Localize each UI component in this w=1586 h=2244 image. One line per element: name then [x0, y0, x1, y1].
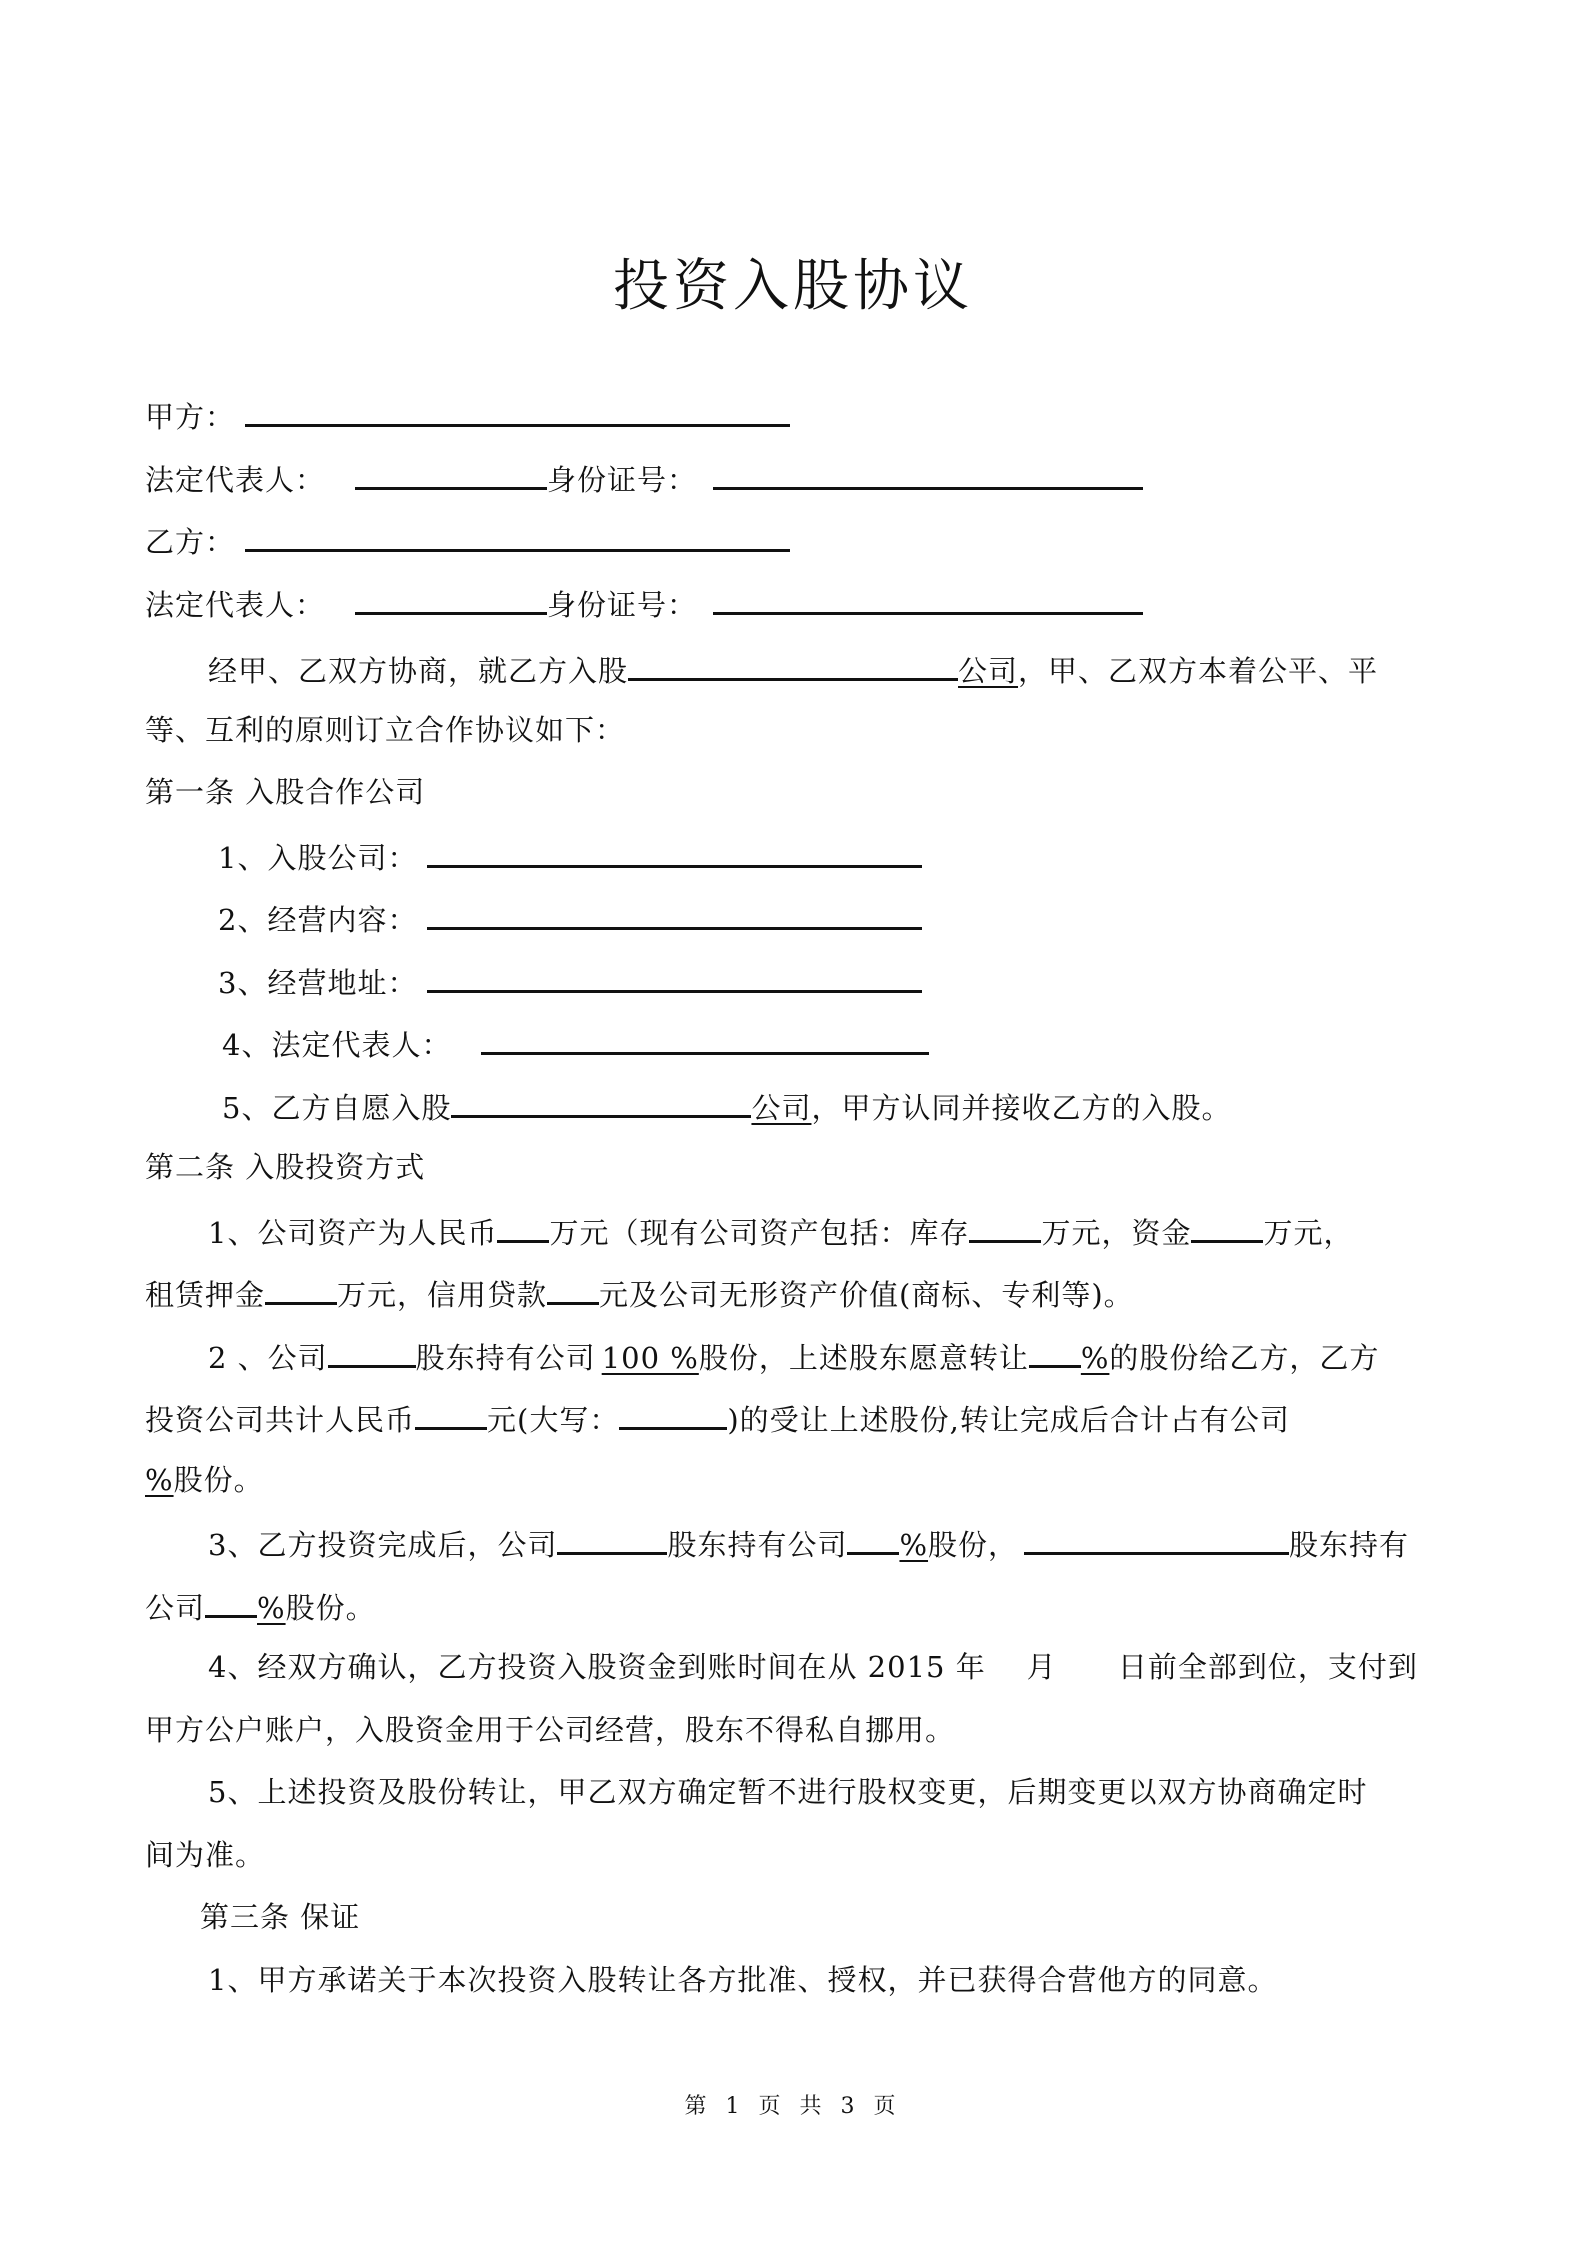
- shareholder-b-field[interactable]: [1024, 1522, 1289, 1555]
- percent-sign: %: [1080, 1341, 1110, 1375]
- holding-percent-b-field[interactable]: [205, 1585, 257, 1618]
- article-1-item-2: [218, 897, 922, 940]
- clause-text: 股东持有公司: [415, 1341, 596, 1375]
- party-b-line: [145, 519, 790, 562]
- item5-company-field[interactable]: [451, 1085, 751, 1118]
- clause-text: 1、公司资产为人民币: [208, 1216, 498, 1250]
- amount-field[interactable]: [415, 1397, 487, 1430]
- legal-rep-label: 法定代表人：: [145, 463, 326, 497]
- party-b-rep-line: [145, 582, 1143, 625]
- party-a-label: 甲方：: [145, 400, 236, 434]
- credit-loan-field[interactable]: [547, 1272, 599, 1305]
- clause-text: 股份。: [173, 1463, 264, 1497]
- business-scope-field[interactable]: [427, 897, 922, 930]
- holding-percent-field[interactable]: [847, 1522, 899, 1555]
- article-1-item-3: [218, 960, 922, 1003]
- item-label: 4、法定代表人：: [222, 1028, 452, 1062]
- shareholder-field[interactable]: [557, 1522, 667, 1555]
- party-b-label: 乙方：: [145, 525, 236, 559]
- lease-deposit-field[interactable]: [265, 1272, 337, 1305]
- invest-company-field[interactable]: [427, 835, 922, 868]
- clause-text: 股份，上述股东愿意转让: [698, 1341, 1029, 1375]
- document-title: 投资入股协议: [613, 254, 973, 319]
- article-1-item-5: [222, 1085, 1231, 1128]
- clause-text: 股东持有: [1289, 1528, 1410, 1562]
- party-b-id-field[interactable]: [713, 582, 1143, 615]
- percent-sign: %: [899, 1528, 929, 1562]
- item5-company-word: 公司: [751, 1091, 812, 1125]
- article-1-heading: 第一条 入股合作公司: [145, 775, 426, 809]
- article-2-clause-5-line-2: 间为准。: [145, 1838, 266, 1872]
- article-3-heading: 第三条 保证: [200, 1900, 361, 1934]
- party-a-field[interactable]: [245, 394, 790, 427]
- preamble-company-word: 公司: [958, 654, 1019, 688]
- preamble-text: ，甲、乙双方本着公平、平: [1018, 654, 1379, 688]
- percent-sign: %: [257, 1591, 286, 1625]
- party-b-field[interactable]: [245, 519, 790, 552]
- amount-capital-field[interactable]: [619, 1397, 727, 1430]
- percent-sign: %: [145, 1463, 174, 1497]
- clause-text: 万元，: [1263, 1216, 1354, 1250]
- preamble-text: 经甲、乙双方协商，就乙方入股: [208, 654, 629, 688]
- legal-rep-field[interactable]: [481, 1022, 929, 1055]
- clause-text: 万元，信用贷款: [337, 1278, 548, 1312]
- article-2-clause-2-line-1: [208, 1335, 1379, 1378]
- item-label: 1、入股公司：: [218, 841, 418, 875]
- article-1-item-4: [222, 1022, 929, 1065]
- legal-rep-label: 法定代表人：: [145, 588, 326, 622]
- article-3-clause-1: 1、甲方承诺关于本次投资入股转让各方批准、授权，并已获得合营他方的同意。: [208, 1963, 1278, 1997]
- preamble-line-2: 等、互利的原则订立合作协议如下：: [145, 713, 626, 747]
- article-2-clause-5-line-1: 5、上述投资及股份转让，甲乙双方确定暂不进行股权变更，后期变更以双方协商确定时: [208, 1775, 1368, 1809]
- clause-text: )的受让上述股份,转让完成后合计占有公司: [727, 1403, 1290, 1437]
- article-2-clause-4-line-1: 4、经双方确认，乙方投资入股资金到账时间在从 2015 年 月 日前全部到位，支付到: [208, 1650, 1418, 1684]
- article-2-clause-3-line-1: [208, 1522, 1409, 1565]
- party-a-id-field[interactable]: [713, 457, 1143, 490]
- id-number-label: 身份证号：: [547, 463, 698, 497]
- item-text: 5、乙方自愿入股: [222, 1091, 452, 1125]
- inventory-field[interactable]: [969, 1210, 1041, 1243]
- clause-text: 股份。: [285, 1591, 376, 1625]
- party-a-line: [145, 394, 790, 437]
- party-b-legal-rep-field[interactable]: [355, 582, 547, 615]
- clause-text: 元(大写：: [487, 1403, 620, 1437]
- party-a-legal-rep-field[interactable]: [355, 457, 547, 490]
- preamble-company-field[interactable]: [628, 648, 958, 681]
- holding-percent: 100 %: [601, 1341, 699, 1375]
- clause-text: 元及公司无形资产价值(商标、专利等)。: [599, 1278, 1134, 1312]
- article-2-heading: 第二条 入股投资方式: [145, 1150, 426, 1184]
- clause-text: 3、乙方投资完成后，公司: [208, 1528, 558, 1562]
- clause-text: 公司: [145, 1591, 206, 1625]
- clause-text: 2 、公司: [208, 1341, 328, 1375]
- page-footer: 第 1 页 共 3 页: [684, 2094, 902, 2119]
- id-number-label: 身份证号：: [547, 588, 698, 622]
- shareholder-field[interactable]: [328, 1335, 416, 1368]
- article-2-clause-3-line-2: [145, 1585, 376, 1628]
- item-text: ，甲方认同并接收乙方的入股。: [811, 1091, 1232, 1125]
- article-2-clause-1-line-2: [145, 1272, 1134, 1315]
- item-label: 3、经营地址：: [218, 966, 418, 1000]
- clause-text: 投资公司共计人民币: [145, 1403, 416, 1437]
- clause-text: 股份，: [928, 1528, 1019, 1562]
- clause-text: 的股份给乙方，乙方: [1109, 1341, 1380, 1375]
- party-a-rep-line: [145, 457, 1143, 500]
- clause-text: 租赁押金: [145, 1278, 266, 1312]
- transfer-percent-field[interactable]: [1029, 1335, 1081, 1368]
- clause-text: 万元（现有公司资产包括：库存: [549, 1216, 970, 1250]
- article-2-clause-4-line-2: 甲方公户账户，入股资金用于公司经营，股东不得私自挪用。: [145, 1713, 956, 1747]
- funds-field[interactable]: [1191, 1210, 1263, 1243]
- article-2-clause-1-line-1: [208, 1210, 1354, 1253]
- article-1-item-1: [218, 835, 922, 878]
- item-label: 2、经营内容：: [218, 903, 418, 937]
- preamble-line-1: [208, 648, 1378, 691]
- article-2-clause-2-line-2: [145, 1397, 1290, 1440]
- clause-text: 股东持有公司: [667, 1528, 848, 1562]
- clause-text: 万元，资金: [1041, 1216, 1192, 1250]
- article-2-clause-2-line-3: [145, 1460, 264, 1500]
- business-address-field[interactable]: [427, 960, 922, 993]
- total-assets-field[interactable]: [497, 1210, 549, 1243]
